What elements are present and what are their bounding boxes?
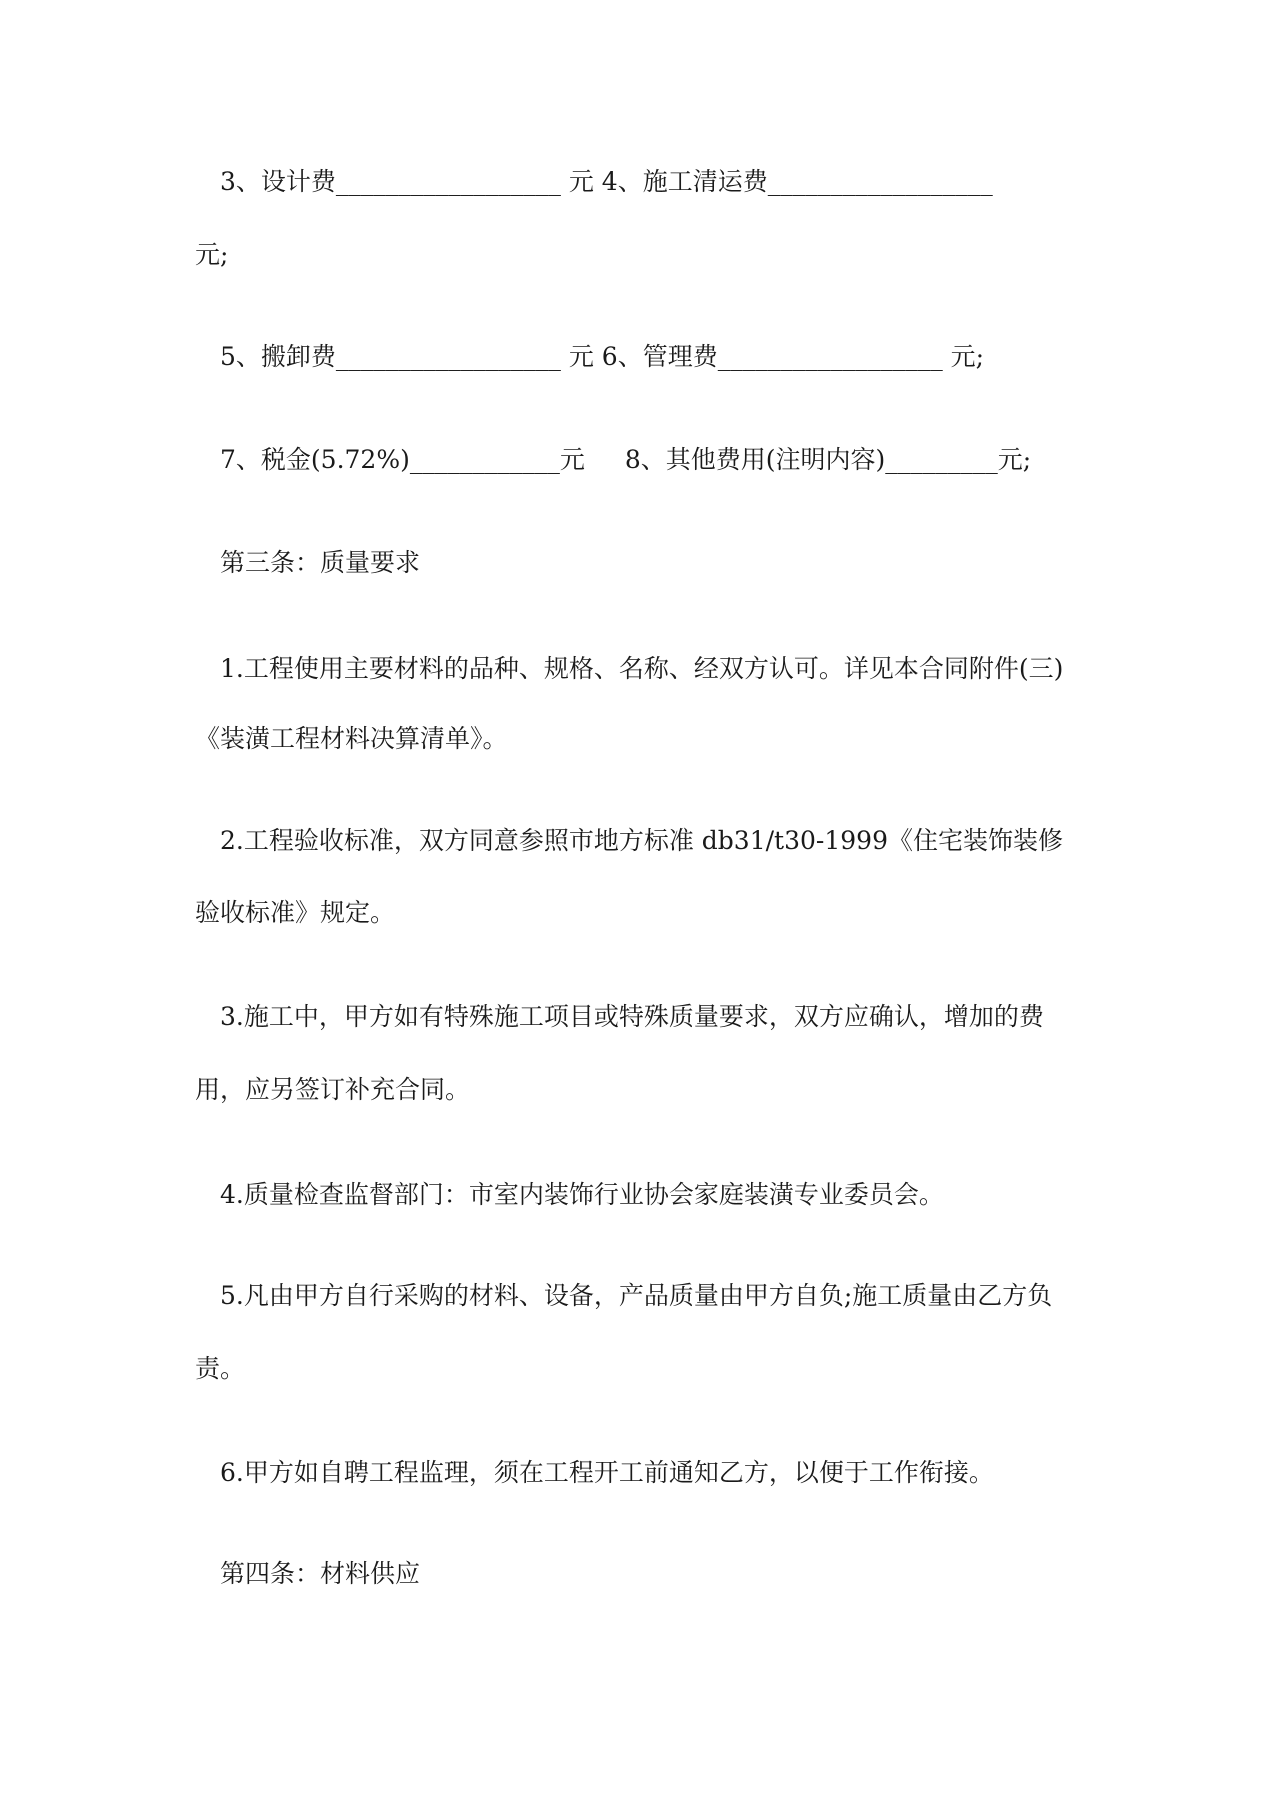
other-fee: 8、其他费用(注明内容)_________元;	[624, 445, 1032, 474]
clause-3-continuation: 用，应另签订补充合同。	[195, 1075, 471, 1104]
clause-4: 4.质量检查监督部门：市室内装饰行业协会家庭装潢专业委员会。	[220, 1180, 944, 1209]
fee-line-tax-other	[220, 444, 1031, 476]
tax-fee: 7、税金(5.72%)____________元	[220, 445, 585, 474]
clause-5-continuation: 责。	[195, 1354, 246, 1383]
fee-line-handling-management: 5、搬卸费__________________ 元 6、管理费__________________ 元;	[220, 342, 985, 371]
section-heading-materials: 第四条：材料供应	[220, 1559, 421, 1588]
fee-line-design-cleanup: 3、设计费__________________ 元 4、施工清运费__________________	[220, 167, 993, 196]
clause-2-continuation: 验收标准》规定。	[195, 898, 396, 927]
fee-line-continuation: 元;	[195, 240, 229, 269]
clause-1: 1.工程使用主要材料的品种、规格、名称、经双方认可。详见本合同附件(三)	[220, 654, 1064, 683]
clause-1-continuation: 《装潢工程材料决算清单》。	[195, 724, 508, 753]
clause-2: 2.工程验收标准，双方同意参照市地方标准 db31/t30-1999《住宅装饰装修	[220, 826, 1063, 855]
clause-5: 5.凡由甲方自行采购的材料、设备，产品质量由甲方自负;施工质量由乙方负	[220, 1281, 1053, 1310]
clause-3: 3.施工中，甲方如有特殊施工项目或特殊质量要求，双方应确认，增加的费	[220, 1002, 1044, 1031]
section-heading-quality: 第三条：质量要求	[220, 548, 421, 577]
clause-6: 6.甲方如自聘工程监理，须在工程开工前通知乙方，以便于工作衔接。	[220, 1458, 994, 1487]
